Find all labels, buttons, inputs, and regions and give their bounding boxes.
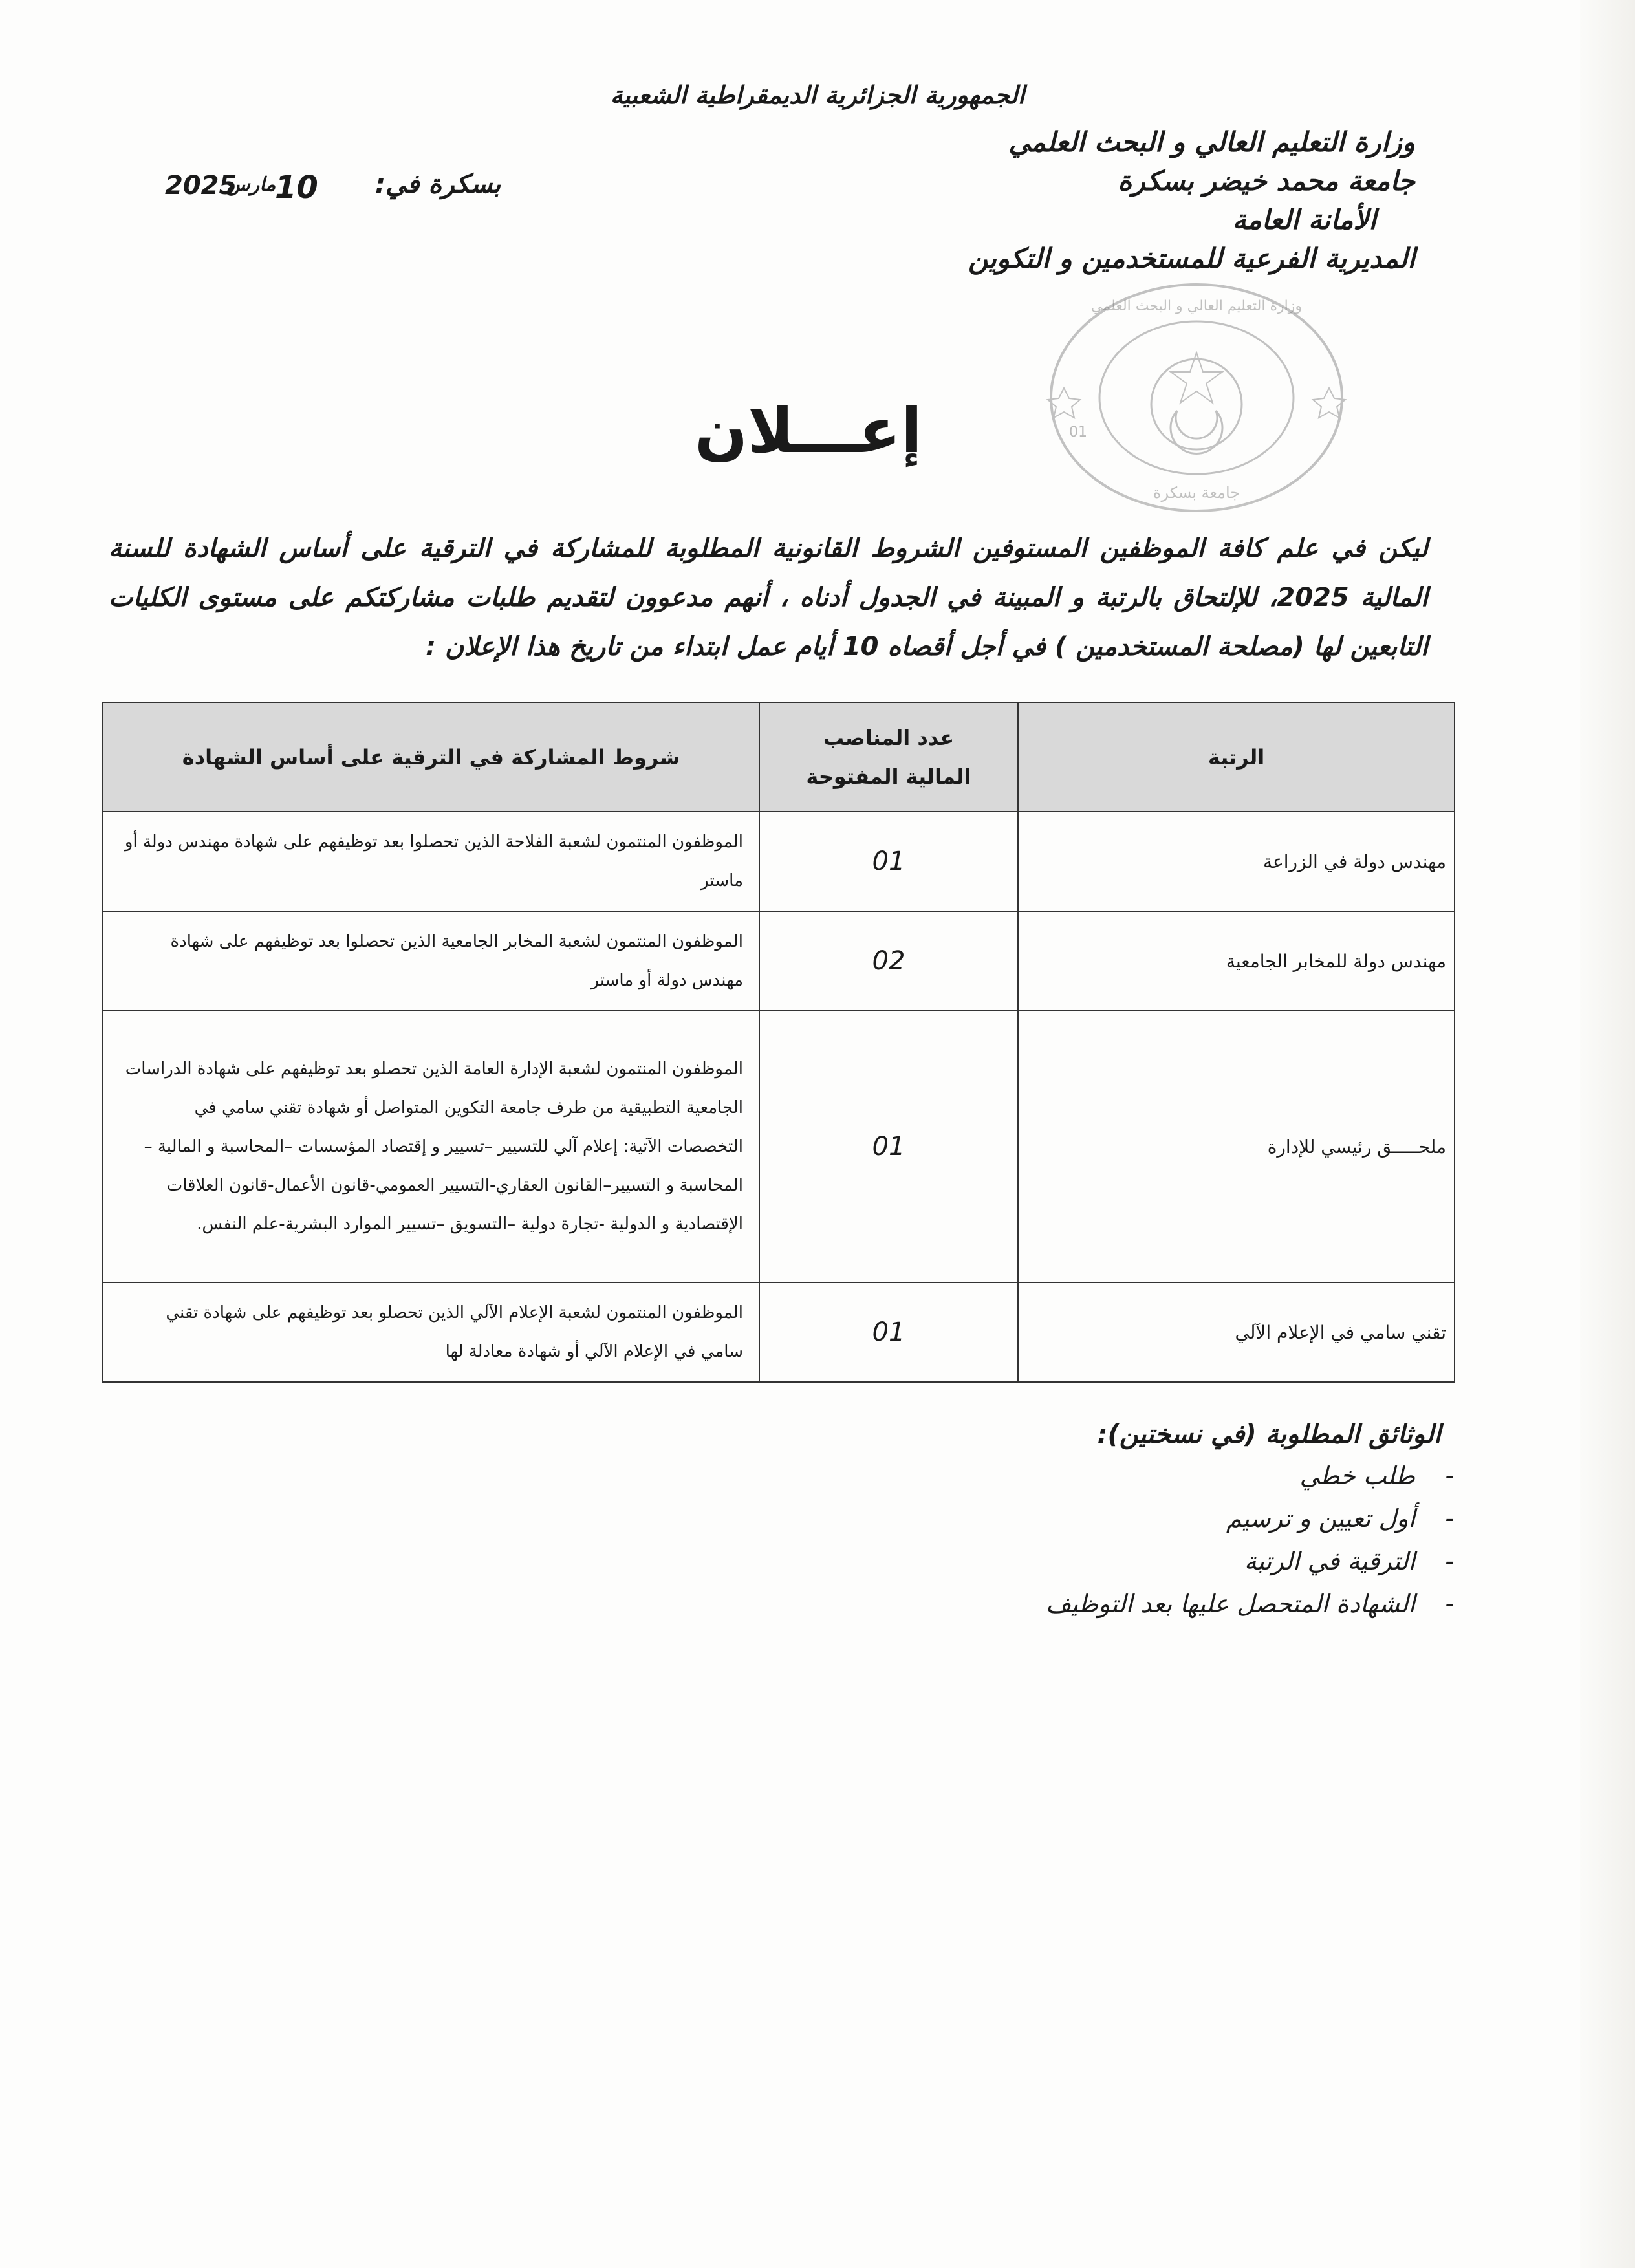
subdirectorate-line: المديرية الفرعية للمستخدمين و التكوين <box>968 243 1415 274</box>
posts-cell: 01 <box>759 812 1018 911</box>
rank-cell: ملحـــــق رئيسي للإدارة <box>1018 1011 1455 1282</box>
document-item-text: الترقية في الرتبة <box>1244 1547 1415 1575</box>
ministry-line: وزارة التعليم العالي و البحث العلمي <box>1008 126 1415 158</box>
header-posts: عدد المناصب المالية المفتوحة <box>759 702 1018 812</box>
republic-heading: الجمهورية الجزائرية الديمقراطية الشعبية <box>610 81 1025 109</box>
table-row <box>103 1011 1455 1282</box>
promotion-table <box>102 702 1455 1383</box>
announcement-title: إعـــلان <box>695 394 922 467</box>
university-line: جامعة محمد خيضر بسكرة <box>1118 165 1415 197</box>
conditions-cell: الموظفون المنتمون لشعبة الإعلام الآلي الذين تحصلو بعد توظيفهم على شهادة تقني سامي في الإعلام الآلي أو شهادة معادلة لها <box>103 1282 759 1382</box>
table-row <box>103 1282 1455 1382</box>
required-documents <box>1046 1420 1441 1625</box>
document-item-text: أول تعيين و ترسيم <box>1226 1504 1415 1533</box>
header-rank: الرتبة <box>1018 702 1455 812</box>
list-item <box>1046 1540 1415 1582</box>
rank-cell: مهندس دولة في الزراعة <box>1018 812 1455 911</box>
posts-cell: 01 <box>759 1282 1018 1382</box>
conditions-cell: الموظفون المنتمون لشعبة المخابر الجامعية الذين تحصلوا بعد توظيفهم على شهادة مهندس دولة أو ماستر <box>103 911 759 1011</box>
posts-cell: 01 <box>759 1011 1018 1282</box>
date-line <box>165 169 501 208</box>
posts-cell: 02 <box>759 911 1018 1011</box>
list-item <box>1046 1497 1415 1540</box>
rank-cell: مهندس دولة للمخابر الجامعية <box>1018 911 1455 1011</box>
stamp-outer-text: وزارة التعليم العالي و البحث العلمي <box>1091 298 1302 314</box>
stamp-number-left: 01 <box>1069 424 1087 440</box>
documents-title: الوثائق المطلوبة (في نسختين): <box>1097 1420 1441 1449</box>
list-item <box>1046 1582 1415 1625</box>
date-year: 2025 <box>165 171 237 200</box>
document-item-text: الشهادة المتحصل عليها بعد التوظيف <box>1045 1590 1415 1618</box>
table-header-row <box>103 702 1455 812</box>
announcement-body: ليكن في علم كافة الموظفين المستوفين الشروط القانونية المطلوبة للمشاركة في الترقية على أساس الشهادة للسنة المالية 2025، للإلتحاق بالرتبة و المبينة في الجدول أدناه ، أنهم مدعوون لتقديم طلبات مشاركتكم على مستوى الكليات التابعين لها (مصلحة المستخدمين ) في أجل أقصاه 10 أيام عمل ابتداء من تاريخ هذا الإعلان : <box>109 534 1428 662</box>
header-conditions: شروط المشاركة في الترقية على أساس الشهادة <box>103 702 759 812</box>
official-stamp <box>1045 275 1348 514</box>
date-day: 10 <box>275 169 318 206</box>
conditions-cell: الموظفون المنتمون لشعبة الإدارة العامة الذين تحصلو بعد توظيفهم على شهادة الدراسات الجامعية التطبيقية من طرف جامعة التكوين المتواصل أو شهادة تقني سامي في التخصصات الآتية: إعلام آلي للتسيير –تسيير و إقتصاد المؤسسات –المحاسبة و المالية –المحاسبة و التسيير–القانون العقاري-التسيير العمومي-قانون الأعمال-قانون العلاقات الإقتصادية و الدولية -تجارة دولية –التسويق –تسيير الموارد البشرية-علم النفس. <box>103 1011 759 1282</box>
institution-header <box>968 123 1415 278</box>
table-row <box>103 911 1455 1011</box>
rank-cell: تقني سامي في الإعلام الآلي <box>1018 1282 1455 1382</box>
documents-list <box>1046 1454 1441 1625</box>
document-item-text: طلب خطي <box>1299 1462 1415 1490</box>
conditions-cell: الموظفون المنتمون لشعبة الفلاحة الذين تحصلوا بعد توظيفهم على شهادة مهندس دولة أو ماستر <box>103 812 759 911</box>
table-row <box>103 812 1455 911</box>
scan-edge-shade <box>1580 0 1635 2268</box>
secretariat-line: الأمانة العامة <box>1232 204 1376 235</box>
list-item <box>1046 1454 1415 1497</box>
stamp-inner-text: جامعة بسكرة <box>1153 484 1240 502</box>
date-month: مارس <box>226 173 276 196</box>
date-place: بسكرة في: <box>375 169 501 199</box>
